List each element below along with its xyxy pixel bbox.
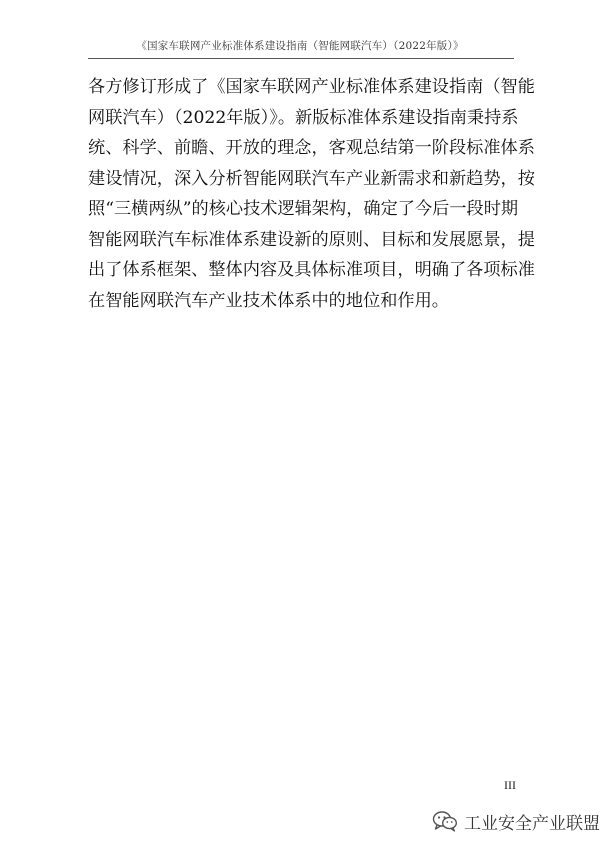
paragraph-line-2: 网联汽车）（2022年版）》。新版标准体系建设指南秉持系 bbox=[88, 107, 519, 128]
paragraph-line-3: 统、科学、前瞻、开放的理念，客观总结第一阶段标准体系 bbox=[88, 138, 535, 158]
paragraph-line-5: 照“三横两纵”的核心技术逻辑架构，确定了今后一段时期 bbox=[88, 199, 519, 219]
running-header: 《国家车联网产业标准体系建设指南（智能网联汽车）（2022年版）》 bbox=[136, 40, 464, 52]
paragraph-line-1: 各方修订形成了《国家车联网产业标准体系建设指南（智能 bbox=[88, 77, 535, 97]
header-rule bbox=[88, 58, 514, 59]
body-paragraph bbox=[88, 72, 535, 316]
watermark-text: 工业安全产业联盟 bbox=[464, 813, 600, 834]
source-watermark bbox=[432, 806, 600, 836]
paragraph-line-7: 出了体系框架、整体内容及具体标准项目，明确了各项标准 bbox=[88, 260, 535, 280]
wechat-icon bbox=[432, 810, 458, 832]
page-number: III bbox=[504, 778, 516, 792]
paragraph-line-8: 在智能网联汽车产业技术体系中的地位和作用。 bbox=[88, 290, 449, 311]
paragraph-line-6: 智能网联汽车标准体系建设新的原则、目标和发展愿景，提 bbox=[88, 229, 535, 250]
paragraph-line-4: 建设情况，深入分析智能网联汽车产业新需求和新趋势，按 bbox=[88, 168, 535, 189]
